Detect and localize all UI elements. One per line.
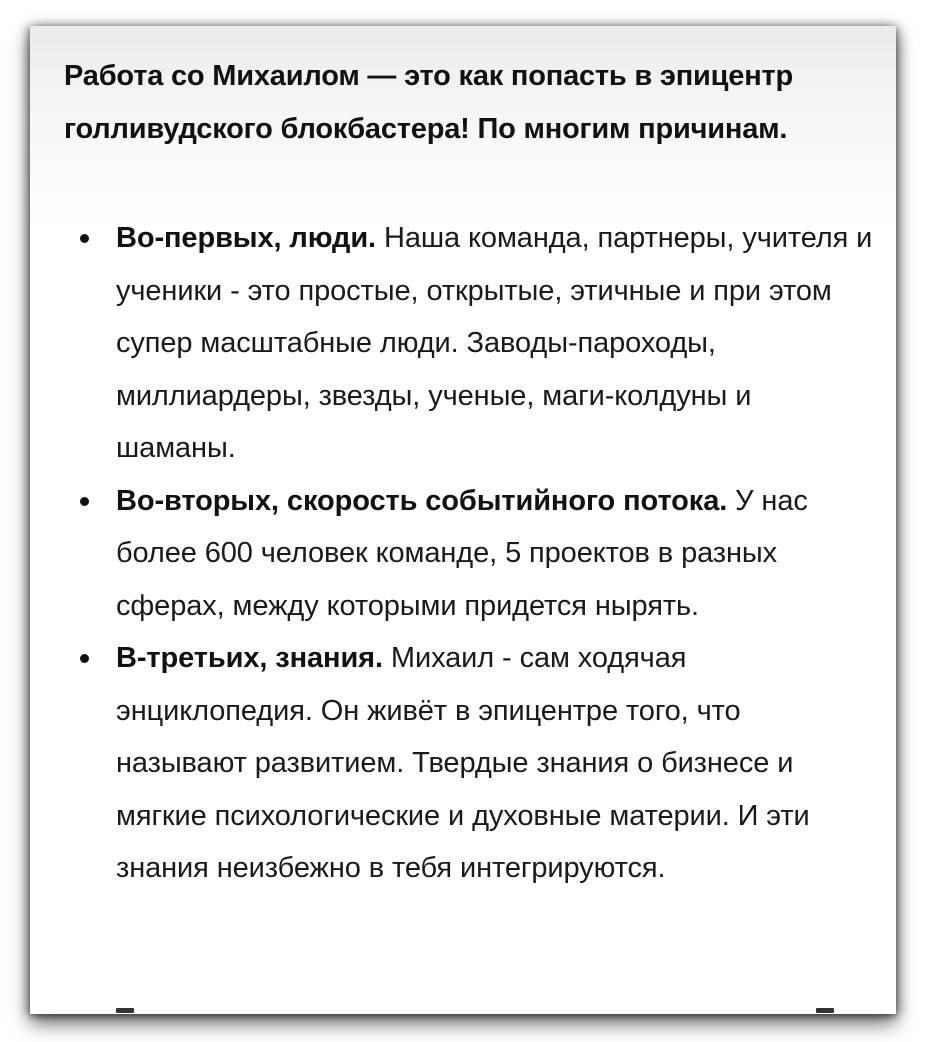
list-item — [30, 475, 896, 633]
reasons-list — [30, 212, 896, 895]
item-lead: Во-вторых, скорость событийного потока. — [116, 484, 728, 517]
item-text: У нас более 600 человек команде, 5 проектов в разных сферах, между которыми придется нырять. — [116, 484, 808, 622]
item-lead: В-третьих, знания. — [116, 642, 383, 674]
item-text: Наша команда, партнеры, учителя и ученики - это простые, открытые, этичные и при этом супер масштабные люди. Заводы-пароходы, миллиардеры, звезды, ученые, маги-колдуны и шаманы. — [116, 222, 873, 464]
item-lead: Во-первых, люди. — [116, 222, 377, 254]
bullet-icon — [80, 234, 89, 243]
bullet-icon — [80, 497, 89, 506]
item-text: Михаил - сам ходячая энциклопедия. Он живёт в эпицентре того, что называют развитием. Твердые знания о бизнесе и мягкие психологические и духовные материи. И эти знания неизбежно в тебя интегрируются. — [116, 642, 810, 884]
intro-paragraph: Работа со Михаилом — это как попасть в эпицентр голливудского блокбастера! По многим причинам. — [64, 60, 794, 145]
bullet-icon — [80, 654, 89, 663]
list-item — [30, 632, 896, 895]
text-card — [30, 26, 896, 1014]
list-item — [30, 212, 896, 475]
cropped-next-line — [116, 1008, 836, 1014]
